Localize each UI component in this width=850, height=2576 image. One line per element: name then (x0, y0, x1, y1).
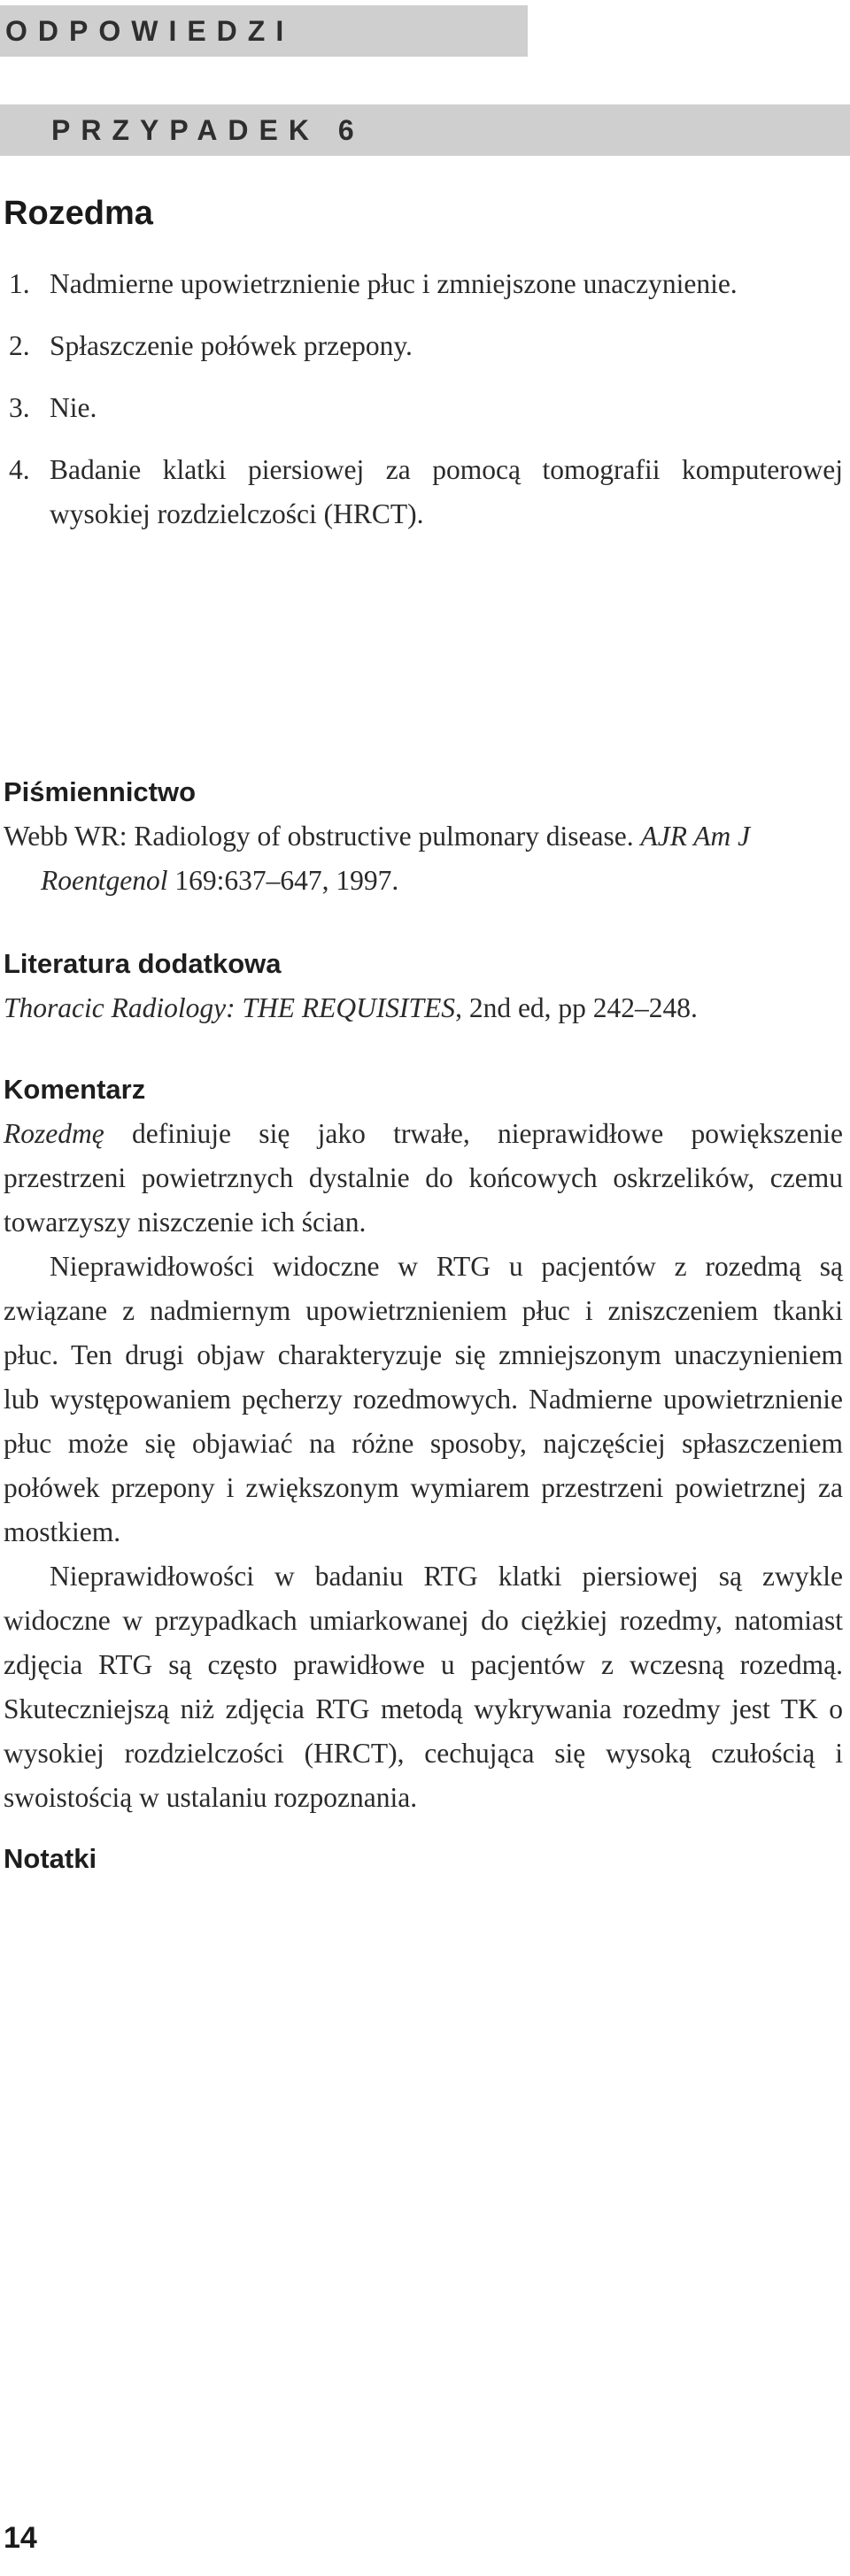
further-reading-section (4, 942, 843, 1030)
reference-authors-title: Webb WR: Radiology of obstructive pulmonary disease. (4, 821, 641, 852)
answer-text: Nadmierne upowietrznienie płuc i zmniejszone unaczynienie. (50, 268, 738, 299)
reference-details: 169:637–647, 1997. (167, 865, 399, 896)
answer-number: 2. (9, 330, 30, 361)
references-section (4, 770, 843, 903)
commentary-term: Rozedmę (4, 1118, 104, 1149)
answer-number: 1. (9, 268, 30, 299)
answer-item (4, 262, 843, 306)
page-number: 14 (4, 2521, 37, 2555)
answer-item (4, 386, 843, 430)
section-label: ODPOWIEDZI (5, 15, 295, 47)
case-label: PRZYPADEK 6 (51, 114, 365, 146)
commentary-section (4, 1068, 843, 1820)
answers-list (4, 262, 843, 554)
section-band-answers (0, 5, 528, 57)
answer-number: 4. (9, 454, 30, 485)
answer-item (4, 324, 843, 368)
further-reading-details: , 2nd ed, pp 242–248. (455, 992, 698, 1023)
references-heading: Piśmiennictwo (4, 776, 197, 807)
notes-heading: Notatki (4, 1843, 97, 1874)
reference-journal: AJR Am J Roentgenol (41, 821, 751, 896)
further-reading-title: Thoracic Radiology: THE REQUISITES (4, 992, 456, 1023)
commentary-paragraph-1 (4, 1112, 843, 1245)
commentary-p1-text: definiuje się jako trwałe, nieprawidłowe powiększenie przestrzeni powietrznych dystalnie do końcowych oskrzelików, czemu towarzyszy niszczenie ich ścian. (4, 1118, 843, 1238)
answer-text: Nie. (50, 392, 97, 423)
commentary-paragraph-2: Nieprawidłowości widoczne w RTG u pacjentów z rozedmą są związane z nadmiernym upowietrznieniem płuc i zniszczeniem tkanki płuc. Ten drugi objaw charakteryzuje się zmniejszonym unaczynieniem lub występowaniem pęcherzy rozedmowych. Nadmierne upowietrznienie płuc może się objawiać na różne sposoby, najczęściej spłaszczeniem połówek przepony i zwiększonym wymiarem przestrzeni powietrznej za mostkiem. (4, 1251, 843, 1547)
notes-section (4, 1837, 843, 1881)
answer-text: Spłaszczenie połówek przepony. (50, 330, 413, 361)
answer-text: Badanie klatki piersiowej za pomocą tomografii komputerowej wysokiej rozdzielczości (HRCT). (50, 454, 843, 529)
page-title: Rozedma (4, 195, 153, 232)
commentary-paragraph-3: Nieprawidłowości w badaniu RTG klatki piersiowej są zwykle widoczne w przypadkach umiarkowanej do ciężkiej rozedmy, natomiast zdjęcia RTG są często prawidłowe u pacjentów z wczesną rozedmą. Skuteczniejszą niż zdjęcia RTG metodą wykrywania rozedmy jest TK o wysokiej rozdzielczości (HRCT), cechująca się wysoką czułością i swoistością w ustalaniu rozpoznania. (4, 1561, 843, 1813)
further-reading-entry (4, 986, 843, 1030)
case-band (0, 104, 850, 156)
further-reading-heading: Literatura dodatkowa (4, 948, 282, 979)
answer-item (4, 448, 843, 536)
answer-number: 3. (9, 392, 30, 423)
reference-entry (4, 814, 843, 903)
commentary-heading: Komentarz (4, 1074, 146, 1105)
